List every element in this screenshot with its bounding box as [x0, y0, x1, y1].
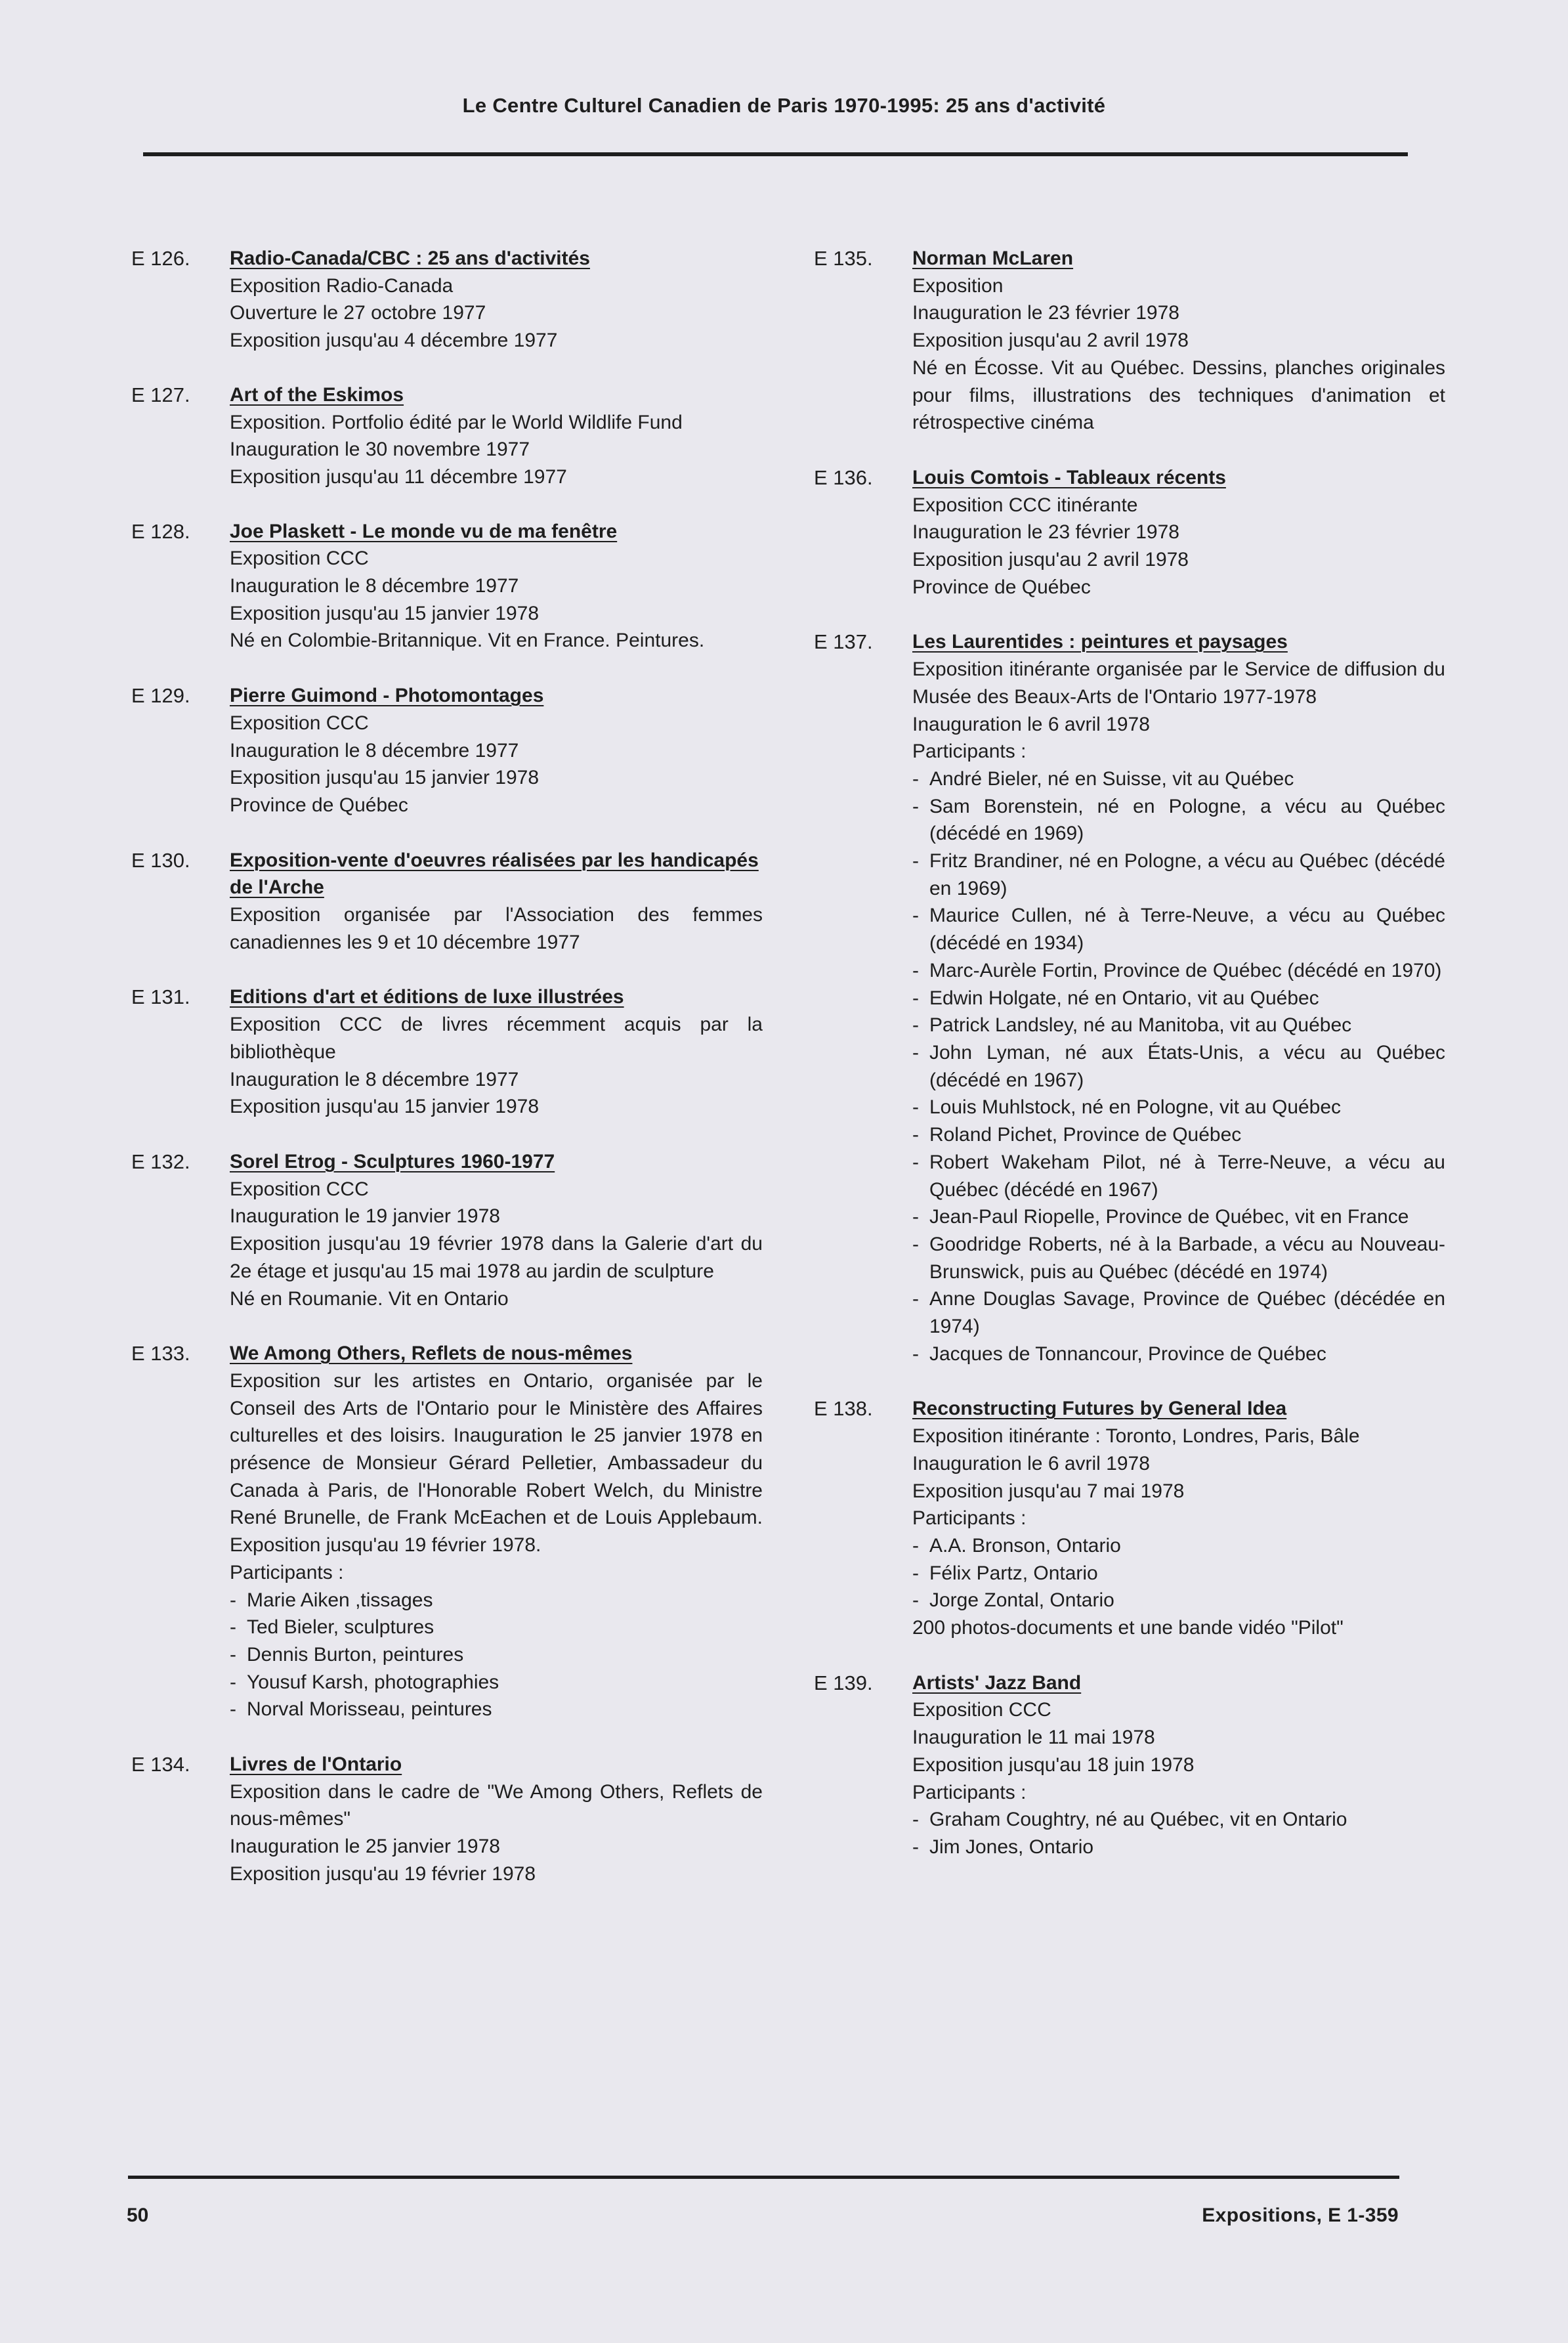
entry-body [230, 381, 788, 491]
participants-list [912, 1806, 1445, 1860]
entry-number: E 130. [131, 848, 190, 872]
entry-number: E 126. [131, 247, 190, 270]
entry-line: Exposition jusqu'au 19 février 1978 dans la Galerie d'art du 2e étage et jusqu'au 15 mai 1978 au jardin de sculpture [230, 1233, 769, 1282]
entry-title: Art of the Eskimos [230, 383, 404, 406]
entry-line: Exposition CCC [230, 548, 369, 570]
exhibition-entry [131, 1751, 788, 1888]
entry-line: Inauguration le 25 janvier 1978 [230, 1836, 500, 1858]
entry-line: Inauguration le 23 février 1978 [912, 521, 1179, 544]
participant-item: - Marc-Aurèle Fortin, Province de Québec (décédé en 1970) [912, 957, 1445, 985]
participant-item: - Marie Aiken ,tissages [230, 1587, 763, 1614]
participant-item: - Jacques de Tonnancour, Province de Québec [912, 1341, 1445, 1368]
entry-line: Exposition jusqu'au 7 mai 1978 [912, 1480, 1185, 1502]
participant-item: - John Lyman, né aux États-Unis, a vécu au Québec (décédé en 1967) [912, 1039, 1445, 1094]
entry-body [230, 1340, 788, 1723]
participant-item: - Roland Pichet, Province de Québec [912, 1121, 1445, 1149]
entry-line: Exposition itinérante organisée par le Service de diffusion du Musée des Beaux-Arts de l'Ontario 1977-1978 [912, 658, 1451, 708]
participants-label: Participants : [912, 1507, 1027, 1530]
participant-item: - Graham Coughtry, né au Québec, vit en Ontario [912, 1806, 1445, 1834]
entry-body [230, 1751, 788, 1888]
entry-line: Né en Colombie-Britannique. Vit en France. Peintures. [230, 630, 705, 652]
entry-title: We Among Others, Reflets de nous-mêmes [230, 1343, 633, 1365]
entry-body [230, 518, 788, 655]
entry-title: Les Laurentides : peintures et paysages [912, 631, 1288, 653]
participant-item: - Félix Partz, Ontario [912, 1560, 1445, 1587]
entry-line: Ouverture le 27 octobre 1977 [230, 302, 486, 324]
entry-line: Exposition sur les artistes en Ontario, organisée par le Conseil des Arts de l'Ontario pour le Ministère des Affaires culturelles et des loisirs. Inauguration le 25 janvier 1978 en présence de Monsieur Gérard Pelletier, Ambassadeur du Canada à Paris, de l'Honorable Robert Welch, du Ministre René Brunelle, de Frank McEachen et de Louis Applebaum. Exposition jusqu'au 19 février 1978. [230, 1369, 769, 1557]
entry-body [912, 464, 1470, 601]
entry-body [230, 245, 788, 355]
entry-line: Exposition CCC [912, 1699, 1051, 1721]
entry-body [230, 983, 788, 1121]
participant-item: - Sam Borenstein, né en Pologne, a vécu au Québec (décédé en 1969) [912, 793, 1445, 848]
entry-line: Province de Québec [912, 576, 1091, 598]
entry-line: Inauguration le 19 janvier 1978 [230, 1205, 500, 1228]
entry-line: Exposition CCC [230, 1178, 369, 1200]
entry-line: Exposition jusqu'au 18 juin 1978 [912, 1753, 1195, 1776]
entry-body [912, 1669, 1470, 1861]
entry-number: E 133. [131, 1342, 190, 1365]
exhibition-entry [814, 628, 1470, 1367]
entry-line: Exposition CCC [230, 712, 369, 734]
entry-line: Exposition jusqu'au 15 janvier 1978 [230, 1096, 540, 1118]
participants-list [230, 1587, 763, 1724]
participants-list [912, 1532, 1445, 1614]
exhibition-entry [131, 847, 788, 957]
participant-item: - André Bieler, né en Suisse, vit au Québec [912, 765, 1445, 793]
participants-label: Participants : [912, 1781, 1027, 1803]
exhibition-entry [131, 1340, 788, 1723]
entry-title: Pierre Guimond - Photomontages [230, 685, 544, 707]
participant-item: - Goodridge Roberts, né à la Barbade, a vécu au Nouveau-Brunswick, puis au Québec (décédé en 1974) [912, 1231, 1445, 1285]
entry-number: E 137. [814, 630, 873, 654]
entry-line: Exposition dans le cadre de "We Among Others, Reflets de nous-mêmes" [230, 1780, 769, 1830]
participant-item: - Maurice Cullen, né à Terre-Neuve, a vécu au Québec (décédé en 1934) [912, 902, 1445, 957]
exhibition-entry [131, 1148, 788, 1312]
entry-title: Norman McLaren [912, 247, 1074, 269]
entry-body [912, 1395, 1470, 1641]
entry-note: 200 photos-documents et une bande vidéo "Pilot" [912, 1617, 1344, 1639]
entry-line: Exposition jusqu'au 2 avril 1978 [912, 330, 1189, 352]
entry-line: Né en Écosse. Vit au Québec. Dessins, planches originales pour films, illustrations des techniques d'animation et rétrospective cinéma [912, 356, 1451, 434]
exhibition-entry [814, 1669, 1470, 1861]
participant-item: - Jean-Paul Riopelle, Province de Québec, vit en France [912, 1203, 1445, 1231]
participant-item: - Edwin Holgate, né en Ontario, vit au Québec [912, 985, 1445, 1012]
entry-line: Exposition [912, 274, 1004, 297]
entry-number: E 136. [814, 465, 873, 489]
entry-line: Exposition itinérante : Toronto, Londres, Paris, Bâle [912, 1425, 1360, 1448]
entry-line: Exposition. Portfolio édité par le World Wildlife Fund [230, 411, 683, 433]
footer-rule [128, 2176, 1399, 2179]
entry-line: Exposition Radio-Canada [230, 274, 454, 297]
entry-title: Joe Plaskett - Le monde vu de ma fenêtre [230, 520, 618, 542]
entry-line: Né en Roumanie. Vit en Ontario [230, 1287, 509, 1310]
entry-line: Exposition jusqu'au 4 décembre 1977 [230, 330, 558, 352]
entry-line: Exposition jusqu'au 15 janvier 1978 [230, 602, 540, 624]
entry-body [230, 1148, 788, 1312]
participant-item: - Yousuf Karsh, photographies [230, 1669, 763, 1696]
participant-item: - Jorge Zontal, Ontario [912, 1587, 1445, 1614]
entry-line: Exposition jusqu'au 11 décembre 1977 [230, 465, 567, 488]
entry-title: Reconstructing Futures by General Idea [912, 1398, 1287, 1420]
entry-line: Exposition jusqu'au 2 avril 1978 [912, 549, 1189, 571]
exhibition-entry [814, 1395, 1470, 1641]
participant-item: - Dennis Burton, peintures [230, 1641, 763, 1669]
participant-item: - Fritz Brandiner, né en Pologne, a vécu au Québec (décédé en 1969) [912, 848, 1445, 902]
entry-body [912, 628, 1470, 1367]
participants-label: Participants : [912, 741, 1027, 763]
entry-title: Livres de l'Ontario [230, 1753, 402, 1776]
exhibition-entry [131, 245, 788, 355]
entry-title: Editions d'art et éditions de luxe illustrées [230, 986, 624, 1008]
entry-number: E 134. [131, 1753, 190, 1776]
entry-line: Inauguration le 6 avril 1978 [912, 713, 1150, 735]
entry-line: Exposition CCC itinérante [912, 494, 1138, 516]
entry-number: E 138. [814, 1397, 873, 1421]
entry-number: E 127. [131, 383, 190, 406]
entry-line: Inauguration le 6 avril 1978 [912, 1452, 1150, 1474]
exhibition-entry [814, 464, 1470, 601]
exhibition-entry [131, 983, 788, 1121]
header-rule [143, 152, 1408, 156]
entry-line: Inauguration le 30 novembre 1977 [230, 439, 530, 461]
right-column [814, 245, 1470, 1861]
entry-number: E 131. [131, 985, 190, 1009]
entry-body [230, 847, 788, 957]
exhibition-entry [131, 381, 788, 491]
page-header: Le Centre Culturel Canadien de Paris 1970-1995: 25 ans d'activité [462, 94, 1106, 117]
entry-title: Sorel Etrog - Sculptures 1960-1977 [230, 1150, 555, 1172]
participants-label: Participants : [230, 1561, 344, 1583]
entry-line: Exposition organisée par l'Association des femmes canadiennes les 9 et 10 décembre 1977 [230, 904, 769, 953]
entry-number: E 128. [131, 519, 190, 543]
participant-item: - Norval Morisseau, peintures [230, 1696, 763, 1723]
exhibition-entry [814, 245, 1470, 437]
page-number: 50 [127, 2204, 149, 2226]
entry-number: E 129. [131, 684, 190, 708]
entry-line: Inauguration le 11 mai 1978 [912, 1727, 1155, 1749]
entry-number: E 139. [814, 1671, 873, 1694]
participant-item: - Anne Douglas Savage, Province de Québec (décédée en 1974) [912, 1285, 1445, 1340]
entry-body [230, 682, 788, 819]
entry-line: Inauguration le 8 décembre 1977 [230, 1068, 519, 1090]
participant-item: - Ted Bieler, sculptures [230, 1614, 763, 1641]
entry-line: Inauguration le 8 décembre 1977 [230, 575, 519, 597]
entry-line: Exposition CCC de livres récemment acquis par la bibliothèque [230, 1014, 769, 1063]
participant-item: - Patrick Landsley, né au Manitoba, vit au Québec [912, 1012, 1445, 1039]
entry-title: Artists' Jazz Band [912, 1671, 1082, 1694]
participant-item: - A.A. Bronson, Ontario [912, 1532, 1445, 1560]
entry-line: Province de Québec [230, 794, 408, 816]
entry-line: Inauguration le 23 février 1978 [912, 302, 1179, 324]
entry-number: E 132. [131, 1150, 190, 1173]
exhibition-entry [131, 518, 788, 655]
participant-item: - Robert Wakeham Pilot, né à Terre-Neuve, a vécu au Québec (décédé en 1967) [912, 1149, 1445, 1203]
entry-line: Inauguration le 8 décembre 1977 [230, 739, 519, 762]
left-column [131, 245, 788, 1888]
entry-title: Louis Comtois - Tableaux récents [912, 466, 1226, 488]
participants-list [912, 765, 1445, 1367]
footer-section-title: Expositions, E 1-359 [1202, 2204, 1399, 2226]
entry-title: Exposition-vente d'oeuvres réalisées par les handicapés de l'Arche [230, 849, 759, 899]
exhibition-entry [131, 682, 788, 819]
entry-line: Exposition jusqu'au 19 février 1978 [230, 1862, 536, 1885]
entry-number: E 135. [814, 247, 873, 270]
participant-item: - Louis Muhlstock, né en Pologne, vit au Québec [912, 1094, 1445, 1121]
entry-title: Radio-Canada/CBC : 25 ans d'activités [230, 247, 590, 269]
entry-body [912, 245, 1470, 437]
entry-line: Exposition jusqu'au 15 janvier 1978 [230, 767, 540, 789]
participant-item: - Jim Jones, Ontario [912, 1834, 1445, 1861]
